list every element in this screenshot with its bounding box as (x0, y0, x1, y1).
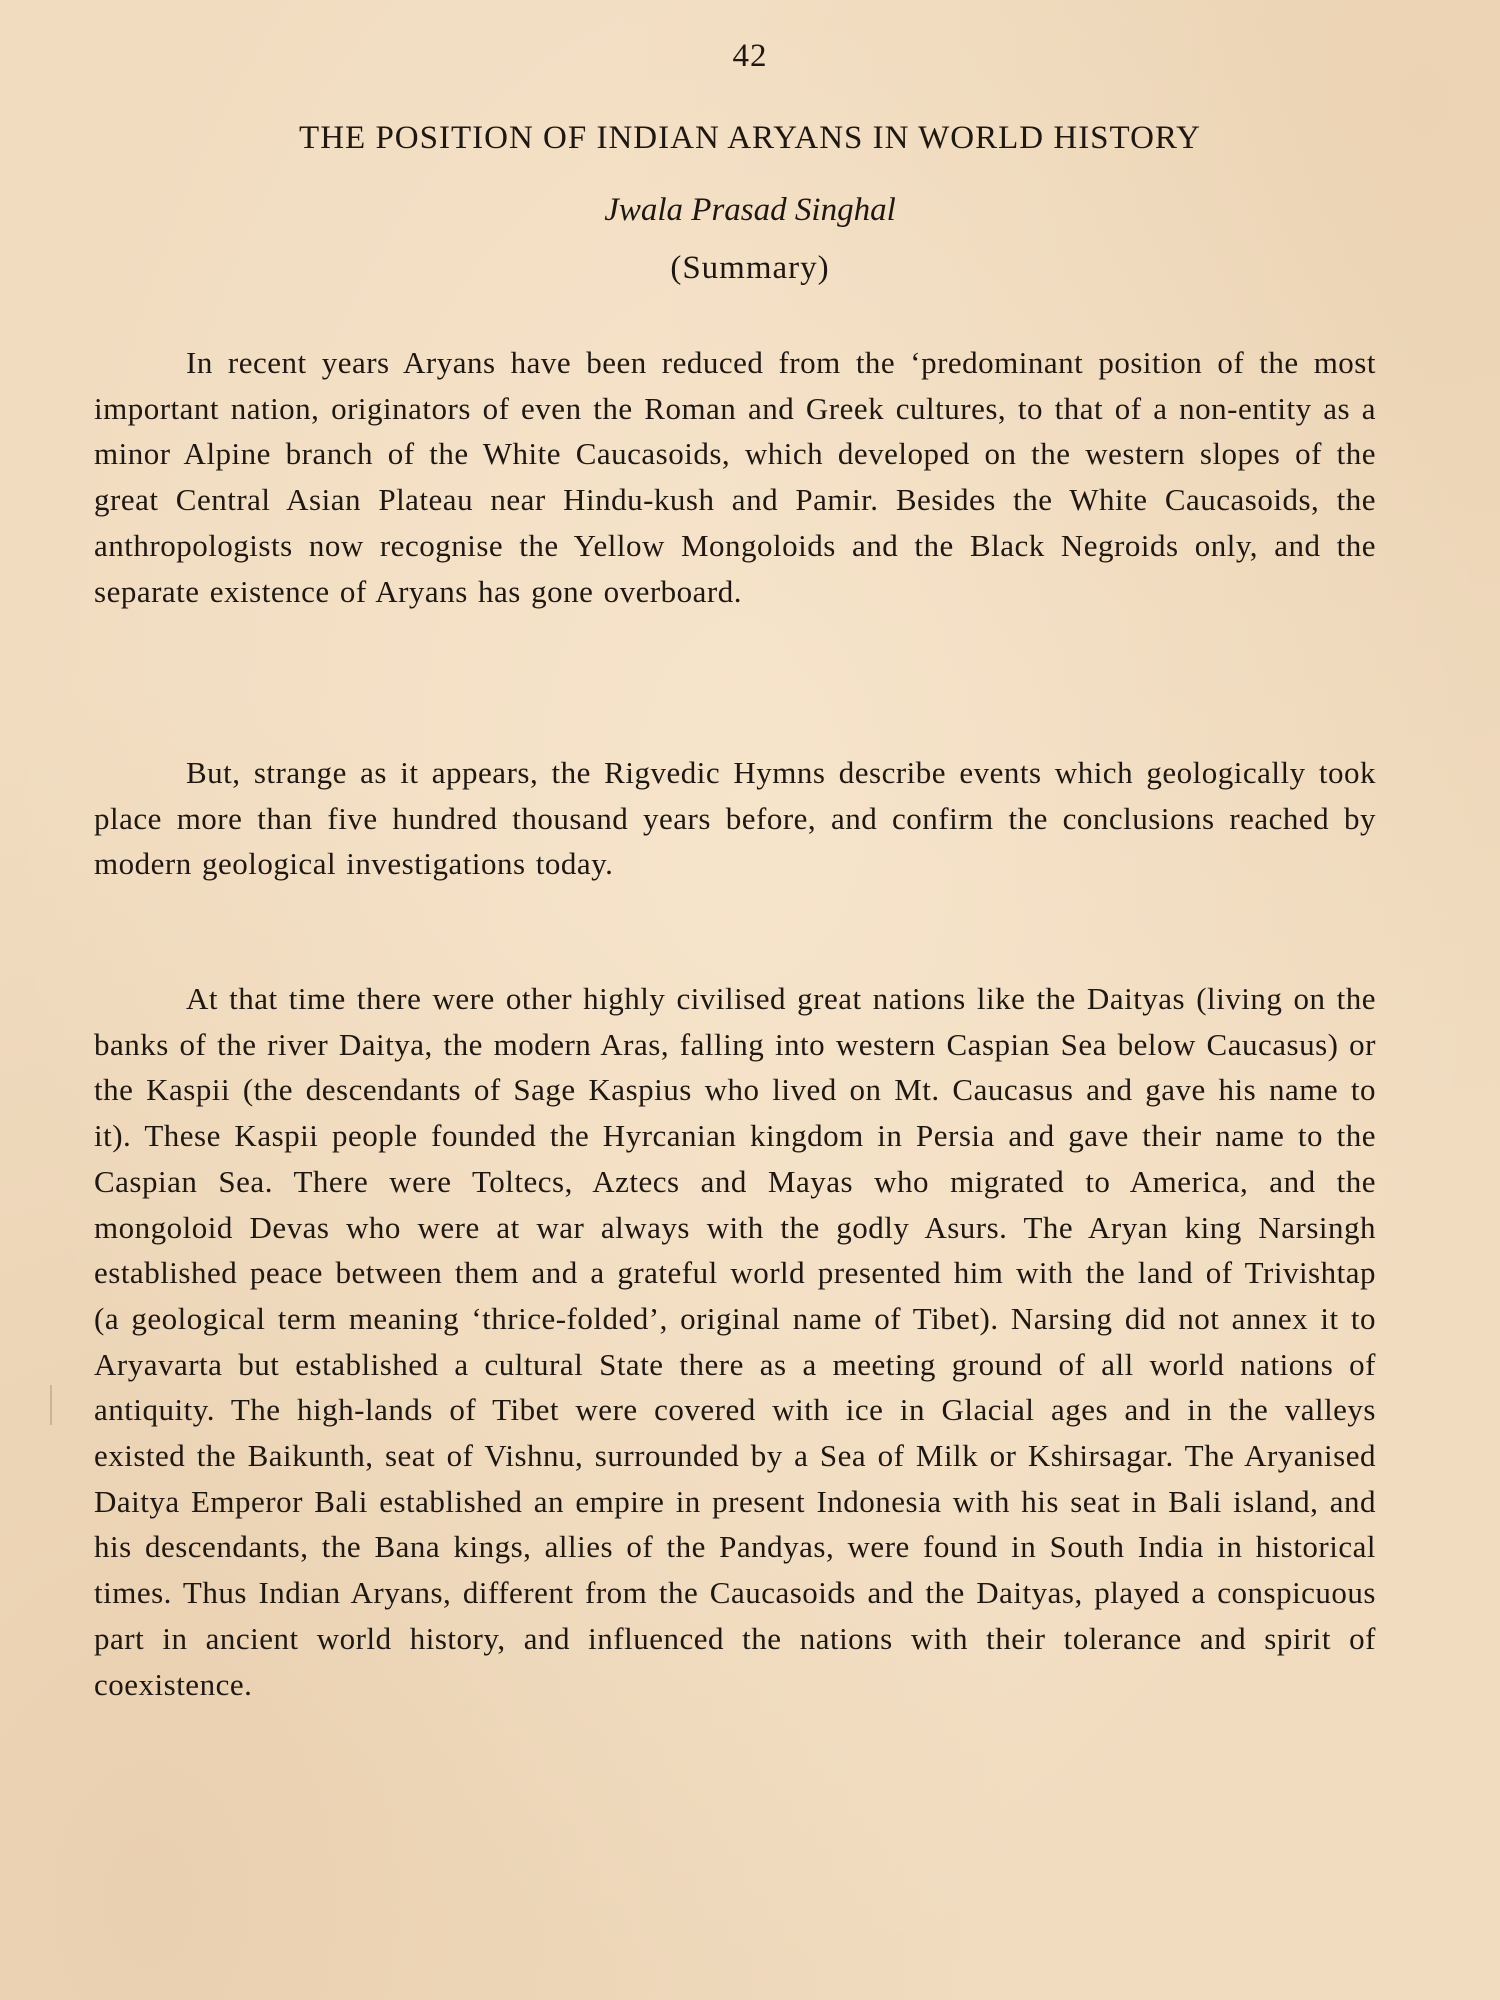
page-number: 42 (732, 38, 768, 74)
summary-label: (Summary) (670, 250, 830, 286)
paragraph-1: In recent years Aryans have been reduced from the ‘predominant position of the most important nation, originators of even the Roman and Greek cultures, to that of a non-entity as a minor Alpine branch of the White Caucasoids, which developed on the western slopes of the great Central Asian Plateau near Hindu-kush and Pamir. Besides the White Caucasoids, the anthropologists now recognise the Yellow Mongoloids and the Black Negroids only, and the separate existence of Aryans has gone overboard. (94, 345, 1376, 609)
paper-edge-mark (50, 1385, 52, 1425)
article-title: THE POSITION OF INDIAN ARYANS IN WORLD HISTORY (299, 120, 1201, 156)
author-name: Jwala Prasad Singhal (604, 192, 896, 228)
paragraph-3: At that time there were other highly civilised great nations like the Daityas (living on the banks of the river Daitya, the modern Aras, falling into western Caspian Sea below Caucasus) or the Kaspii (the descendants of Sage Kaspius who lived on Mt. Caucasus and gave his name to it). These Kaspii people founded the Hyrcanian kingdom in Persia and gave their name to the Caspian Sea. There were Toltecs, Aztecs and Mayas who migrated to America, and the mongoloid Devas who were at war always with the godly Asurs. The Aryan king Narsingh established peace between them and a grateful world presented him with the land of Trivishtap (a geological term meaning ‘thrice-folded’, original name of Tibet). Narsing did not annex it to Aryavarta but established a cultural State there as a meeting ground of all world nations of antiquity. The high-lands of Tibet were covered with ice in Glacial ages and in the valleys existed the Baikunth, seat of Vishnu, surrounded by a Sea of Milk or Kshirsagar. The Aryanised Daitya Emperor Bali established an empire in present Indonesia with his seat in Bali island, and his descendants, the Bana kings, allies of the Pandyas, were found in South India in historical times. Thus Indian Aryans, different from the Caucasoids and the Daityas, played a conspicuous part in ancient world history, and influenced the nations with their tolerance and spirit of coexistence. (94, 981, 1376, 1702)
paragraph-2: But, strange as it appears, the Rigvedic Hymns describe events which geologically took place more than five hundred thousand years before, and confirm the conclusions reached by modern geological investigations today. (94, 755, 1376, 882)
